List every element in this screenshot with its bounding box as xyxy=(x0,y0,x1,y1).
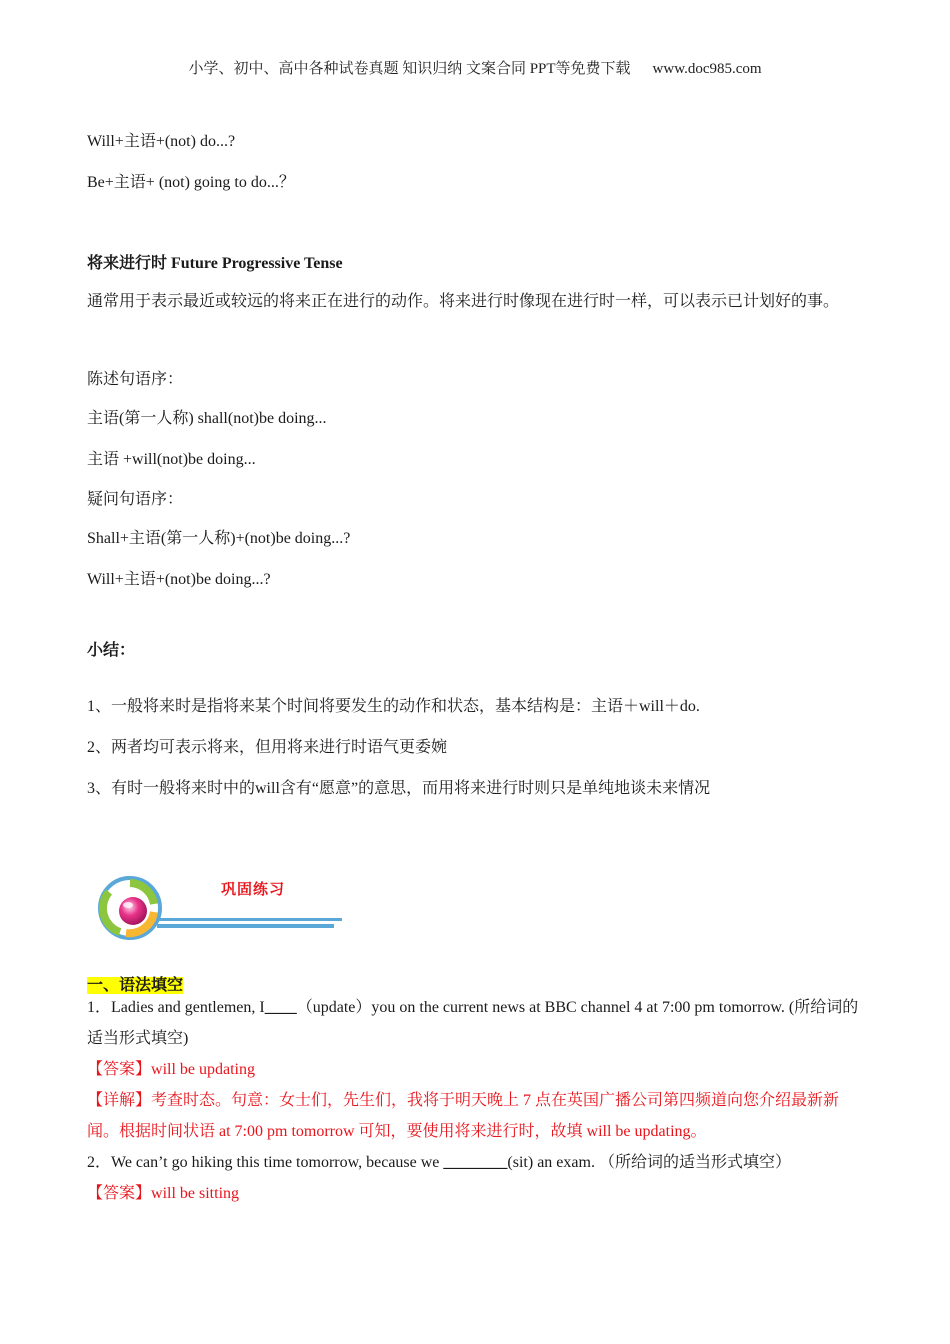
be-going-question-formula: Be+主语+ (not) going to do...？ xyxy=(87,174,295,191)
question-2-text-before: 2．We can’t go hiking this time tomorrow, because we xyxy=(87,1154,444,1171)
question-formula-will: Will+主语+(not)be doing...? xyxy=(87,571,271,588)
answer-text: will be sitting xyxy=(151,1185,240,1202)
summary-item: 2、两者均可表示将来，但用将来进行时语气更委婉 xyxy=(87,739,448,756)
question-1-text-before: 1．Ladies and gentlemen, I xyxy=(87,999,265,1016)
question-1-text-after: （update）you on the current news at BBC channel 4 at 7:00 pm tomorrow. (所给词的适当形式填空) xyxy=(87,999,859,1047)
answer-blank[interactable]: ____ xyxy=(264,999,297,1016)
detail-label: 【详解】 xyxy=(87,1092,152,1109)
question-1-detail xyxy=(87,1085,865,1147)
statement-formula-shall: 主语(第一人称) shall(not)be doing... xyxy=(87,410,327,427)
section-title-future-progressive: 将来进行时 Future Progressive Tense xyxy=(87,255,343,272)
summary-title: 小结： xyxy=(87,642,136,659)
exercise-section-title-text: 一、语法填空 xyxy=(87,977,184,994)
will-question-formula: Will+主语+(not) do...? xyxy=(87,133,236,150)
page-header xyxy=(0,57,950,78)
question-label: 疑问句语序： xyxy=(87,491,184,508)
question-2 xyxy=(87,1147,865,1178)
question-formula-shall: Shall+主语(第一人称)+(not)be doing...? xyxy=(87,530,351,547)
question-2-answer xyxy=(87,1178,865,1209)
question-1 xyxy=(87,992,865,1054)
header-url[interactable]: www.doc985.com xyxy=(652,61,762,77)
answer-label: 【答案】 xyxy=(87,1185,152,1202)
question-2-text-after: (sit) an exam. （所给词的适当形式填空） xyxy=(507,1154,791,1171)
future-progressive-description: 通常用于表示最近或较远的将来正在进行的动作。将来进行时像现在进行时一样，可以表示已计划好的事。 xyxy=(87,293,840,310)
answer-label: 【答案】 xyxy=(87,1061,152,1078)
answer-blank[interactable]: ________ xyxy=(443,1154,508,1171)
answer-text: will be updating xyxy=(151,1061,255,1078)
question-1-answer xyxy=(87,1054,865,1085)
statement-formula-will: 主语 +will(not)be doing... xyxy=(87,451,256,468)
summary-item: 3、有时一般将来时中的will含有“愿意”的意思，而用将来进行时则只是单纯地谈未来情况 xyxy=(87,780,711,797)
banner-title: 巩固练习 xyxy=(221,880,286,898)
summary-item: 1、一般将来时是指将来某个时间将要发生的动作和状态，基本结构是：主语＋will＋do. xyxy=(87,698,700,715)
statement-label: 陈述句语序： xyxy=(87,371,184,388)
detail-text: 考查时态。句意：女士们，先生们，我将于明天晚上 7 点在英国广播公司第四频道向您介绍最新新闻。根据时间状语 at 7:00 pm tomorrow 可知，要使用将来进行时，故填 will be updating。 xyxy=(87,1092,840,1140)
header-text: 小学、初中、高中各种试卷真题 知识归纳 文案合同 PPT等免费下载 xyxy=(188,61,631,77)
